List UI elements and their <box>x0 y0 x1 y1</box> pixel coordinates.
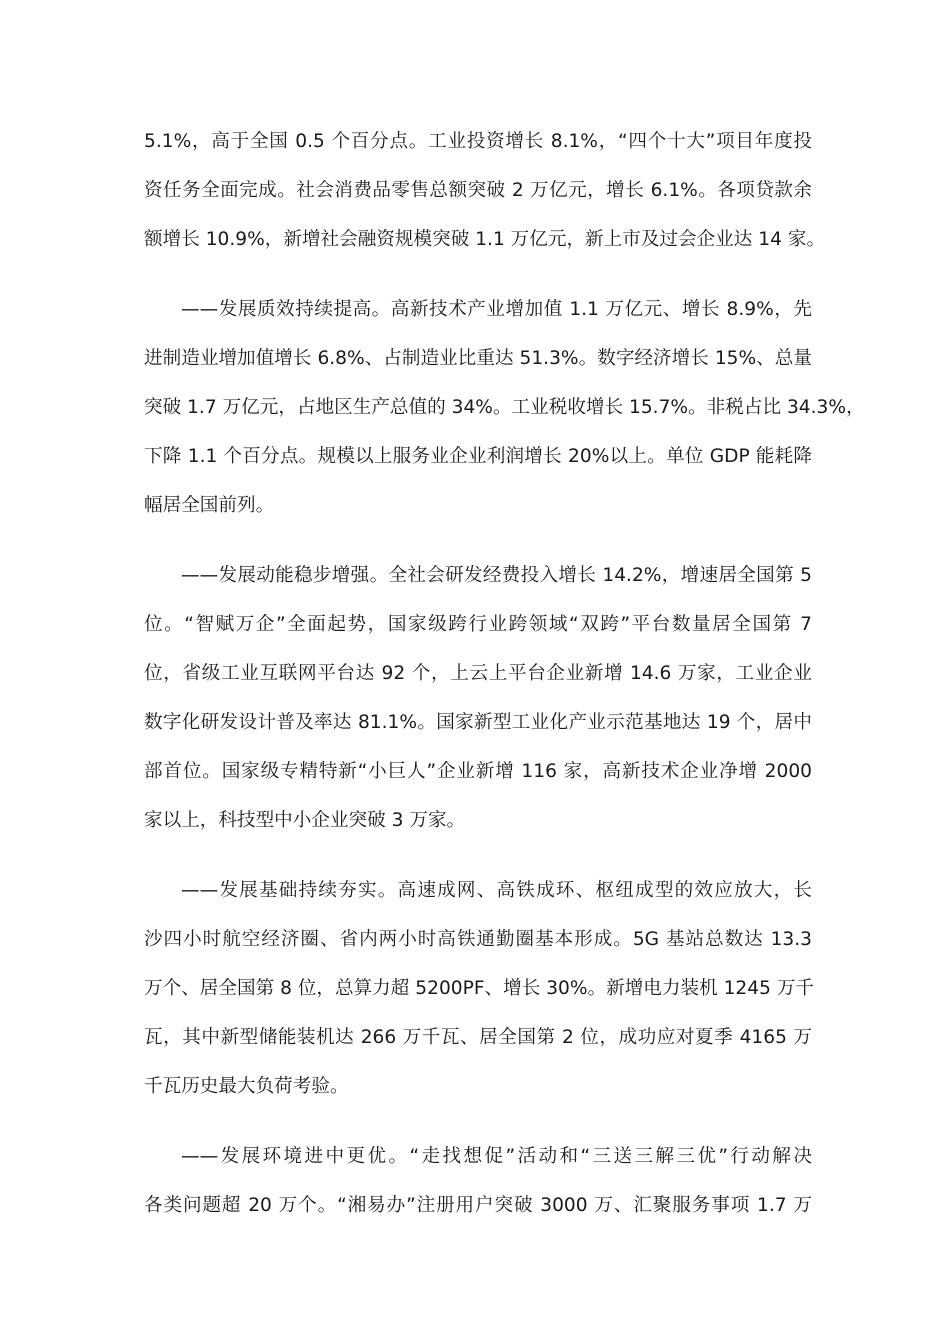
text-line: ——发展环境进中更优。“走找想促”活动和“三送三解三优”行动解决 <box>181 1146 812 1167</box>
paragraph-development-foundation <box>144 866 815 1111</box>
text-line: 沙四小时航空经济圈、省内两小时高铁通勤圈基本形成。5G 基站总数达 13.3 <box>144 929 812 950</box>
paragraph-development-quality <box>144 285 865 530</box>
text-line: 5.1%，高于全国 0.5 个百分点。工业投资增长 8.1%，“四个十大”项目年度投 <box>144 131 812 152</box>
text-line: 资任务全面完成。社会消费品零售总额突破 2 万亿元，增长 6.1%。各项贷款余 <box>144 180 812 201</box>
paragraph-economic-growth <box>144 117 826 264</box>
paragraph-development-environment <box>144 1132 812 1230</box>
text-line: ——发展质效持续提高。高新技术产业增加值 1.1 万亿元、增长 8.9%，先 <box>181 299 812 320</box>
text-line: 万个、居全国第 8 位，总算力超 5200PF、增长 30%。新增电力装机 1245 万千 <box>144 978 815 999</box>
text-line: ——发展基础持续夯实。高速成网、高铁成环、枢纽成型的效应放大，长 <box>181 880 812 901</box>
text-line: 额增长 10.9%，新增社会融资规模突破 1.1 万亿元，新上市及过会企业达 14 家。 <box>144 229 826 250</box>
text-line: 家以上，科技型中小企业突破 3 万家。 <box>144 810 466 831</box>
text-line: 千瓦历史最大负荷考验。 <box>144 1076 349 1097</box>
text-line: 各类问题超 20 万个。“湘易办”注册用户突破 3000 万、汇聚服务事项 1.7 万 <box>144 1195 812 1216</box>
text-line: 位。“智赋万企”全面起势，国家级跨行业跨领域“双跨”平台数量居全国第 7 <box>144 614 812 635</box>
text-line: 幅居全国前列。 <box>144 495 275 516</box>
document-body <box>144 117 865 1251</box>
text-line: 下降 1.1 个百分点。规模以上服务业企业利润增长 20%以上。单位 GDP 能耗降 <box>144 446 812 467</box>
text-line: 数字化研发设计普及率达 81.1%。国家新型工业化产业示范基地达 19 个，居中 <box>144 712 812 733</box>
text-line: 突破 1.7 万亿元，占地区生产总值的 34%。工业税收增长 15.7%。非税占比 34.3%， <box>144 397 865 418</box>
paragraph-development-momentum <box>144 551 812 845</box>
text-line: 部首位。国家级专精特新“小巨人”企业新增 116 家，高新技术企业净增 2000 <box>144 761 812 782</box>
text-line: 瓦，其中新型储能装机达 266 万千瓦、居全国第 2 位，成功应对夏季 4165 万 <box>144 1027 812 1048</box>
text-line: 进制造业增加值增长 6.8%、占制造业比重达 51.3%。数字经济增长 15%、总量 <box>144 348 812 369</box>
text-line: 位，省级工业互联网平台达 92 个，上云上平台企业新增 14.6 万家，工业企业 <box>144 663 812 684</box>
text-line: ——发展动能稳步增强。全社会研发经费投入增长 14.2%，增速居全国第 5 <box>181 565 812 586</box>
